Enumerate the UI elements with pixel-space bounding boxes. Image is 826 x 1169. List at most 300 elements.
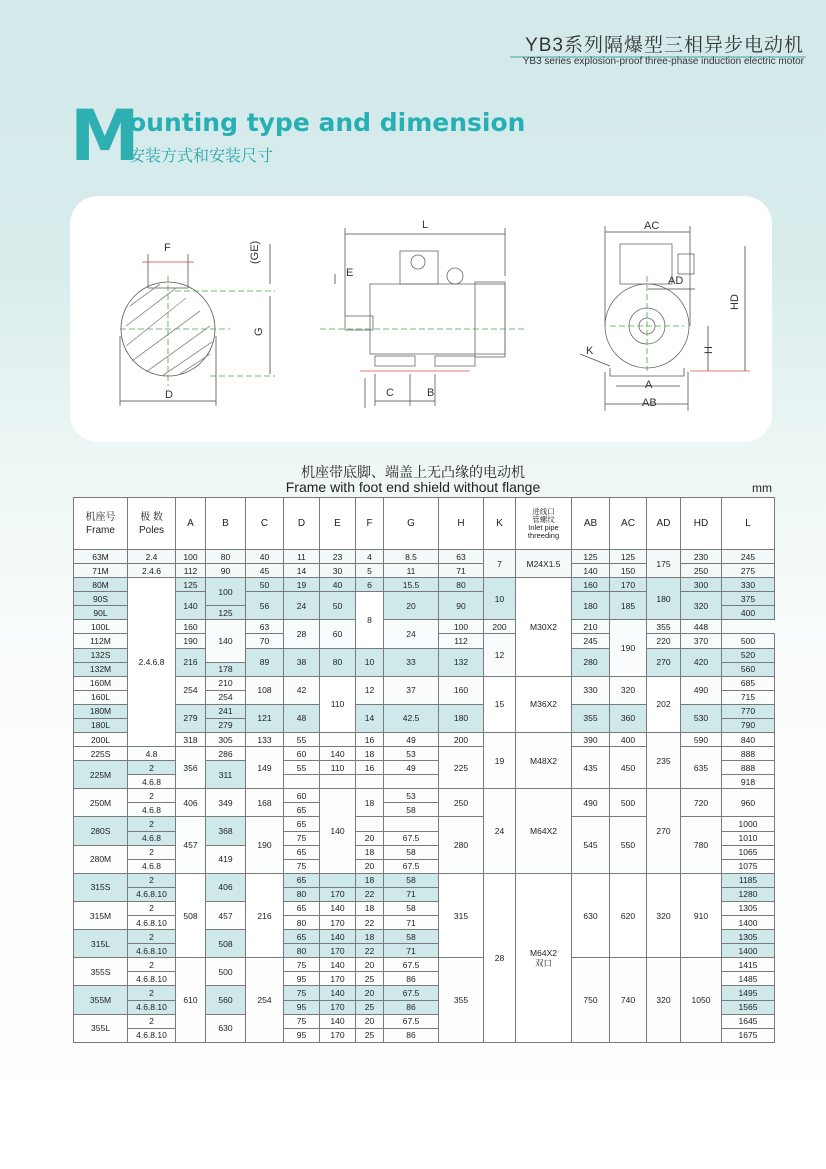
cell: 715 [722, 690, 775, 704]
cell: 4.6.8 [128, 775, 176, 789]
cell: 178 [206, 662, 246, 676]
cell: 150 [610, 564, 647, 578]
cell: 1485 [722, 972, 775, 986]
cell: 8.5 [384, 550, 439, 564]
cell: 90 [206, 564, 246, 578]
cell: 910 [681, 873, 722, 957]
cell: 24 [284, 592, 320, 620]
cell: 80 [439, 578, 484, 592]
cell: 12 [356, 676, 384, 704]
cell: 2.4 [128, 550, 176, 564]
cell: 1675 [722, 1028, 775, 1042]
cell: 2.4.6.8 [128, 578, 176, 747]
cell: 630 [206, 1014, 246, 1042]
cell: 100 [439, 620, 484, 634]
cell: 22 [356, 916, 384, 930]
cell: 63M [74, 550, 128, 564]
cell: 25 [356, 972, 384, 986]
cell: 100 [206, 578, 246, 606]
col-b: B [206, 498, 246, 550]
label-g: G [253, 327, 265, 336]
cell: 15 [484, 676, 516, 732]
cell: 170 [320, 1000, 356, 1014]
drawing-panel [70, 196, 772, 442]
cell: 100 [176, 550, 206, 564]
cell: 121 [246, 704, 284, 732]
cell: 49 [384, 761, 439, 775]
cell: 16 [356, 761, 384, 775]
table-row [74, 620, 775, 634]
cell: 635 [681, 747, 722, 789]
cell: 67.5 [384, 986, 439, 1000]
cell: 86 [384, 1000, 439, 1014]
cell: 19 [284, 578, 320, 592]
cell: 590 [681, 733, 722, 747]
cell: 254 [246, 958, 284, 1043]
cell: 225M [74, 761, 128, 789]
label-a: A [645, 379, 653, 391]
dimension-table [73, 497, 775, 1043]
cell: 1565 [722, 1000, 775, 1014]
cell [356, 817, 384, 831]
cell: 140 [320, 789, 356, 873]
cell: 65 [284, 873, 320, 887]
section-title-en: ounting type and dimension [129, 108, 526, 137]
cell: 250 [681, 564, 722, 578]
cell: 560 [206, 986, 246, 1014]
label-d: D [165, 389, 173, 401]
cell: M48X2 [516, 733, 572, 789]
cell: 160 [176, 620, 206, 634]
cell: 55 [284, 733, 320, 747]
col-g: G [384, 498, 439, 550]
cell: 108 [246, 676, 284, 704]
col-frame [74, 498, 128, 550]
label-h: H [703, 346, 715, 354]
cell: 200L [74, 733, 128, 747]
cell: 170 [320, 887, 356, 901]
cell: 210 [572, 620, 610, 634]
cell: 315 [439, 873, 484, 957]
cell: 56 [246, 592, 284, 620]
cell: 60 [284, 747, 320, 761]
cell: 67.5 [384, 831, 439, 845]
cell: 320 [610, 676, 647, 704]
cell: 8 [356, 592, 384, 648]
cell: 275 [722, 564, 775, 578]
table-row [74, 958, 775, 972]
cell: 80 [284, 944, 320, 958]
cell: 318 [176, 733, 206, 747]
cell: 2 [128, 901, 176, 915]
col-e: E [320, 498, 356, 550]
cell: 67.5 [384, 958, 439, 972]
cell: 170 [320, 944, 356, 958]
cell: 60 [284, 789, 320, 803]
cell: 1305 [722, 901, 775, 915]
cell: 140 [206, 620, 246, 662]
cell: 2 [128, 817, 176, 831]
cell: 160L [74, 690, 128, 704]
cell: 75 [284, 831, 320, 845]
table-row [74, 550, 775, 564]
cell: 457 [176, 817, 206, 873]
cell: 750 [572, 958, 610, 1043]
cell: 2 [128, 1014, 176, 1028]
cell: 86 [384, 1028, 439, 1042]
cell: 330 [722, 578, 775, 592]
cell: 180 [439, 704, 484, 732]
cell: 1400 [722, 916, 775, 930]
cell: 4.6.8.10 [128, 1000, 176, 1014]
cell: 18 [356, 930, 384, 944]
cell: 53 [384, 789, 439, 803]
cell: 18 [356, 901, 384, 915]
cell: 315M [74, 901, 128, 929]
cell: 125 [206, 606, 246, 620]
col-frame-en: Frame [86, 524, 115, 536]
cell: 918 [722, 775, 775, 789]
cell: 71 [439, 564, 484, 578]
cell: 95 [284, 1000, 320, 1014]
table-caption-en: Frame with foot end shield without flange [285, 479, 541, 495]
cell: 620 [610, 873, 647, 957]
cell: 50 [320, 592, 356, 620]
cell [516, 873, 572, 1042]
cell: 75 [284, 986, 320, 1000]
cell: 235 [647, 733, 681, 789]
col-ac: AC [610, 498, 647, 550]
table-caption-cn: 机座带底脚、端盖上无凸缘的电动机 [301, 464, 525, 480]
cell: 1000 [722, 817, 775, 831]
cell: 2 [128, 761, 176, 775]
cell: 132S [74, 648, 128, 662]
cell: 457 [206, 901, 246, 929]
cell: 200 [484, 620, 516, 634]
label-c: C [386, 387, 394, 399]
label-ge: (GE) [249, 240, 261, 264]
cell: 38 [284, 648, 320, 676]
cell: 225 [439, 747, 484, 789]
cell: 24 [484, 789, 516, 873]
cell: M30X2 [516, 578, 572, 677]
cell: 4.6.8 [128, 859, 176, 873]
header-title-cn: YB3系列隔爆型三相异步电动机 [525, 35, 804, 56]
cell: 80M [74, 578, 128, 592]
cell: 355L [74, 1014, 128, 1042]
col-f: F [356, 498, 384, 550]
cell: 1645 [722, 1014, 775, 1028]
shaft-end-view [120, 244, 275, 406]
col-ad: AD [647, 498, 681, 550]
cell: 125 [610, 550, 647, 564]
cell: 530 [681, 704, 722, 732]
cell: 19 [484, 733, 516, 789]
cell: 216 [246, 873, 284, 957]
cell: 140 [320, 747, 356, 761]
cell: 550 [610, 817, 647, 873]
cell: 7 [484, 550, 516, 578]
section-big-letter: M [70, 95, 140, 177]
cell: 71 [384, 916, 439, 930]
cell: 4.6.8.10 [128, 887, 176, 901]
cell: 67.5 [384, 859, 439, 873]
cell: 37 [384, 676, 439, 704]
cell: 112M [74, 634, 128, 648]
cell: 300 [681, 578, 722, 592]
cell: 80 [284, 887, 320, 901]
cell: 508 [206, 930, 246, 958]
cell: 279 [206, 718, 246, 732]
cell: 5 [356, 564, 384, 578]
cell: 42 [284, 676, 320, 704]
label-f: F [164, 242, 171, 254]
cell: 33 [384, 648, 439, 676]
cell: 4.6.8 [128, 803, 176, 817]
cell: 80 [320, 648, 356, 676]
cell [320, 873, 356, 887]
cell: 685 [722, 676, 775, 690]
cell: 75 [284, 859, 320, 873]
cell: 16 [356, 733, 384, 747]
cell: 286 [206, 747, 246, 761]
cell: 4 [356, 550, 384, 564]
cell: 190 [246, 817, 284, 873]
cell: 270 [647, 789, 681, 873]
cell: 71M [74, 564, 128, 578]
cell: 170 [320, 972, 356, 986]
cell: 70 [246, 634, 284, 648]
cell: 400 [610, 733, 647, 747]
cell [284, 775, 320, 789]
cell: 14 [356, 704, 384, 732]
cell: 149 [246, 747, 284, 789]
cell: 14 [284, 564, 320, 578]
cell: 20 [356, 958, 384, 972]
cell: 2 [128, 845, 176, 859]
col-ab: AB [572, 498, 610, 550]
cell: 311 [206, 761, 246, 789]
cell: 22 [356, 887, 384, 901]
cell: 132M [74, 662, 128, 676]
cell: 225S [74, 747, 128, 761]
cell: 770 [722, 704, 775, 718]
cell: 67.5 [384, 1014, 439, 1028]
label-ad: AD [668, 275, 684, 287]
cell: 18 [356, 873, 384, 887]
label-k: K [586, 345, 594, 357]
cell: 65 [284, 845, 320, 859]
cell: 960 [722, 789, 775, 817]
cell: 320 [647, 958, 681, 1043]
col-inlet-en: Inlet pipe threeding [527, 522, 560, 540]
cell: 355M [74, 986, 128, 1014]
cell: 355 [647, 620, 681, 634]
cell: 254 [206, 690, 246, 704]
cell: 254 [176, 676, 206, 704]
cell: 112 [439, 634, 484, 648]
cell: 375 [722, 592, 775, 606]
cell: 500 [206, 958, 246, 986]
cell: 500 [610, 789, 647, 817]
cell: 202 [647, 676, 681, 732]
cell: 280M [74, 845, 128, 873]
cell: 280S [74, 817, 128, 845]
cell: 279 [176, 704, 206, 732]
cell: 30 [320, 564, 356, 578]
cell: 58 [384, 901, 439, 915]
cell: 45 [246, 564, 284, 578]
cell: 125 [572, 550, 610, 564]
col-inlet-cn: 进线口 管螺纹 [532, 506, 555, 524]
cell: 355 [572, 704, 610, 732]
label-hd: HD [729, 294, 741, 310]
cell: 190 [610, 620, 647, 676]
cell: 80 [206, 550, 246, 564]
cell: 55 [284, 761, 320, 775]
cell: 95 [284, 1028, 320, 1042]
cell: 71 [384, 887, 439, 901]
table-row [74, 733, 775, 747]
label-b: B [427, 387, 435, 399]
label-ac: AC [644, 220, 660, 232]
cell: 95 [284, 972, 320, 986]
cell: 80 [284, 916, 320, 930]
cell: 10 [484, 578, 516, 620]
cell: 840 [722, 733, 775, 747]
cell: 355S [74, 958, 128, 986]
cell: 245 [572, 634, 610, 648]
cell [356, 775, 384, 789]
cell: 435 [572, 747, 610, 789]
cell: 490 [572, 789, 610, 817]
cell: 11 [284, 550, 320, 564]
cell: 400 [722, 606, 775, 620]
cell: 200 [439, 733, 484, 747]
cell: 90 [439, 592, 484, 620]
cell: 140 [572, 564, 610, 578]
cell: 180 [572, 592, 610, 620]
cell: 90L [74, 606, 128, 620]
cell: 220 [647, 634, 681, 648]
cell: 24 [384, 620, 439, 648]
cell: 390 [572, 733, 610, 747]
cell: 20 [356, 831, 384, 845]
col-l: L [722, 498, 775, 550]
cell: 406 [206, 873, 246, 901]
cell: 65 [284, 901, 320, 915]
cell: 320 [647, 873, 681, 957]
cell: 245 [722, 550, 775, 564]
cell: 4.6.8 [128, 831, 176, 845]
cell: 140 [176, 592, 206, 620]
inlet-m64: M64X2 [530, 947, 557, 958]
cell: 2 [128, 930, 176, 944]
cell: 160M [74, 676, 128, 690]
table-unit: mm [752, 481, 772, 495]
cell: 500 [722, 634, 775, 648]
cell: 420 [681, 648, 722, 676]
cell: 58 [384, 803, 439, 817]
cell: 58 [384, 845, 439, 859]
col-inlet [516, 498, 572, 550]
cell: 210 [206, 676, 246, 690]
cell: 15.5 [384, 578, 439, 592]
cell: 53 [384, 747, 439, 761]
cell: 545 [572, 817, 610, 873]
cell: 60 [320, 620, 356, 648]
cell: 1065 [722, 845, 775, 859]
cell [384, 775, 439, 789]
cell: 1075 [722, 859, 775, 873]
cell: M36X2 [516, 676, 572, 732]
cell: 112 [176, 564, 206, 578]
cell: 25 [356, 1028, 384, 1042]
cell: 356 [176, 747, 206, 789]
cell: M64X2 [516, 789, 572, 873]
cell: 140 [320, 986, 356, 1000]
cell: 740 [610, 958, 647, 1043]
table-header-row [74, 498, 775, 550]
cell: 216 [176, 648, 206, 676]
cell: 888 [722, 761, 775, 775]
cell: 4.6.8.10 [128, 972, 176, 986]
cell: 508 [176, 873, 206, 957]
cell: 133 [246, 733, 284, 747]
cell: 315L [74, 930, 128, 958]
cell: 448 [681, 620, 722, 634]
cell: 280 [572, 648, 610, 676]
cell: 1010 [722, 831, 775, 845]
cell: 280 [439, 817, 484, 873]
col-h: H [439, 498, 484, 550]
cell: 2 [128, 958, 176, 972]
cell: 11 [384, 564, 439, 578]
cell: 520 [722, 648, 775, 662]
label-l: L [422, 219, 429, 231]
cell: 140 [320, 1014, 356, 1028]
cell: 110 [320, 676, 356, 732]
table-row [74, 648, 775, 662]
cell: 25 [356, 1000, 384, 1014]
cell: 1415 [722, 958, 775, 972]
cell: 450 [610, 747, 647, 789]
cell: 1050 [681, 958, 722, 1043]
col-hd: HD [681, 498, 722, 550]
dimension-drawings [70, 196, 772, 442]
cell: 18 [356, 747, 384, 761]
cell: 368 [206, 817, 246, 845]
cell: 48 [284, 704, 320, 732]
cell: 40 [320, 578, 356, 592]
cell: 185 [610, 592, 647, 620]
cell: 110 [320, 761, 356, 775]
cell: 49 [384, 733, 439, 747]
cell: 63 [439, 550, 484, 564]
cell: 71 [384, 944, 439, 958]
cell: 89 [246, 648, 284, 676]
cell: 86 [384, 972, 439, 986]
cell: 720 [681, 789, 722, 817]
cell [320, 775, 356, 789]
cell: 65 [284, 930, 320, 944]
cell: 888 [722, 747, 775, 761]
cell: 100L [74, 620, 128, 634]
cell: 75 [284, 958, 320, 972]
col-poles-cn: 极 数 [140, 511, 163, 523]
cell: 419 [206, 845, 246, 873]
cell: 140 [320, 958, 356, 972]
